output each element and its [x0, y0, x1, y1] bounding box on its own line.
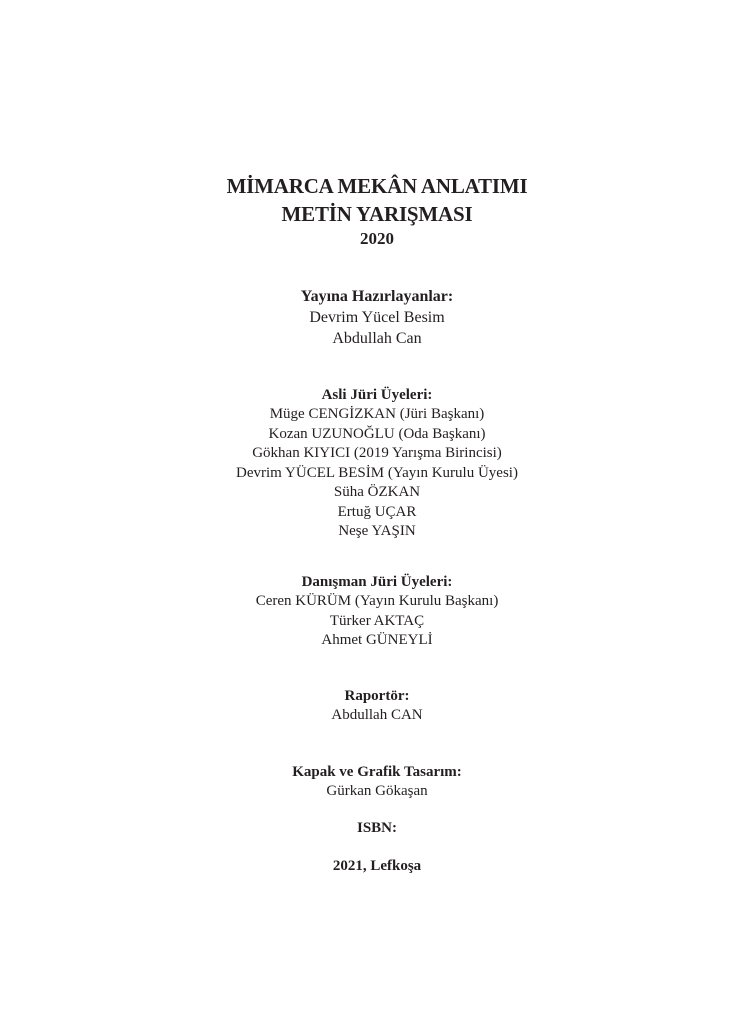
design-heading: Kapak ve Grafik Tasarım: — [292, 764, 462, 780]
main-jury-member: Neşe YAŞIN — [338, 523, 416, 539]
imprint-text: 2021, Lefkoşa — [332, 858, 422, 874]
title-line-2: METİN YARIŞMASI — [281, 202, 473, 226]
editor-name: Abdullah Can — [332, 330, 422, 347]
main-jury-heading: Asli Jüri Üyeleri: — [321, 387, 433, 403]
title-line-1: MİMARCA MEKÂN ANLATIMI — [226, 174, 528, 198]
isbn-heading: ISBN: — [356, 820, 397, 836]
main-jury-member: Ertuğ UÇAR — [337, 503, 417, 520]
rapporteur-section — [0, 686, 754, 726]
isbn-section — [0, 818, 754, 838]
editor-name: Devrim Yücel Besim — [309, 309, 445, 326]
main-jury-member: Süha ÖZKAN — [333, 484, 421, 500]
main-jury-member: Kozan UZUNOĞLU (Oda Başkanı) — [268, 425, 486, 442]
rapporteur-name: Abdullah CAN — [331, 707, 423, 723]
advisory-jury-member: Türker AKTAÇ — [329, 612, 425, 629]
design-section — [0, 762, 754, 802]
editors-section — [0, 286, 754, 349]
title-year: 2020 — [360, 229, 394, 248]
advisory-jury-member: Ahmet GÜNEYLİ — [321, 632, 433, 648]
main-jury-member: Müge CENGİZKAN (Jüri Başkanı) — [269, 406, 485, 422]
designer-name: Gürkan Gökaşan — [326, 783, 428, 799]
imprint-section — [0, 856, 754, 876]
advisory-jury-member: Ceren KÜRÜM (Yayın Kurulu Başkanı) — [255, 593, 499, 609]
main-jury-member: Devrim YÜCEL BESİM (Yayın Kurulu Üyesi) — [236, 464, 518, 481]
main-jury-member: Gökhan KIYICI (2019 Yarışma Birincisi) — [252, 445, 502, 461]
main-jury-section — [0, 385, 754, 542]
editors-heading: Yayına Hazırlayanlar: — [300, 288, 454, 305]
advisory-jury-section — [0, 572, 754, 651]
title-block — [0, 172, 754, 250]
rapporteur-heading: Raportör: — [344, 688, 410, 704]
advisory-jury-heading: Danışman Jüri Üyeleri: — [301, 574, 453, 590]
